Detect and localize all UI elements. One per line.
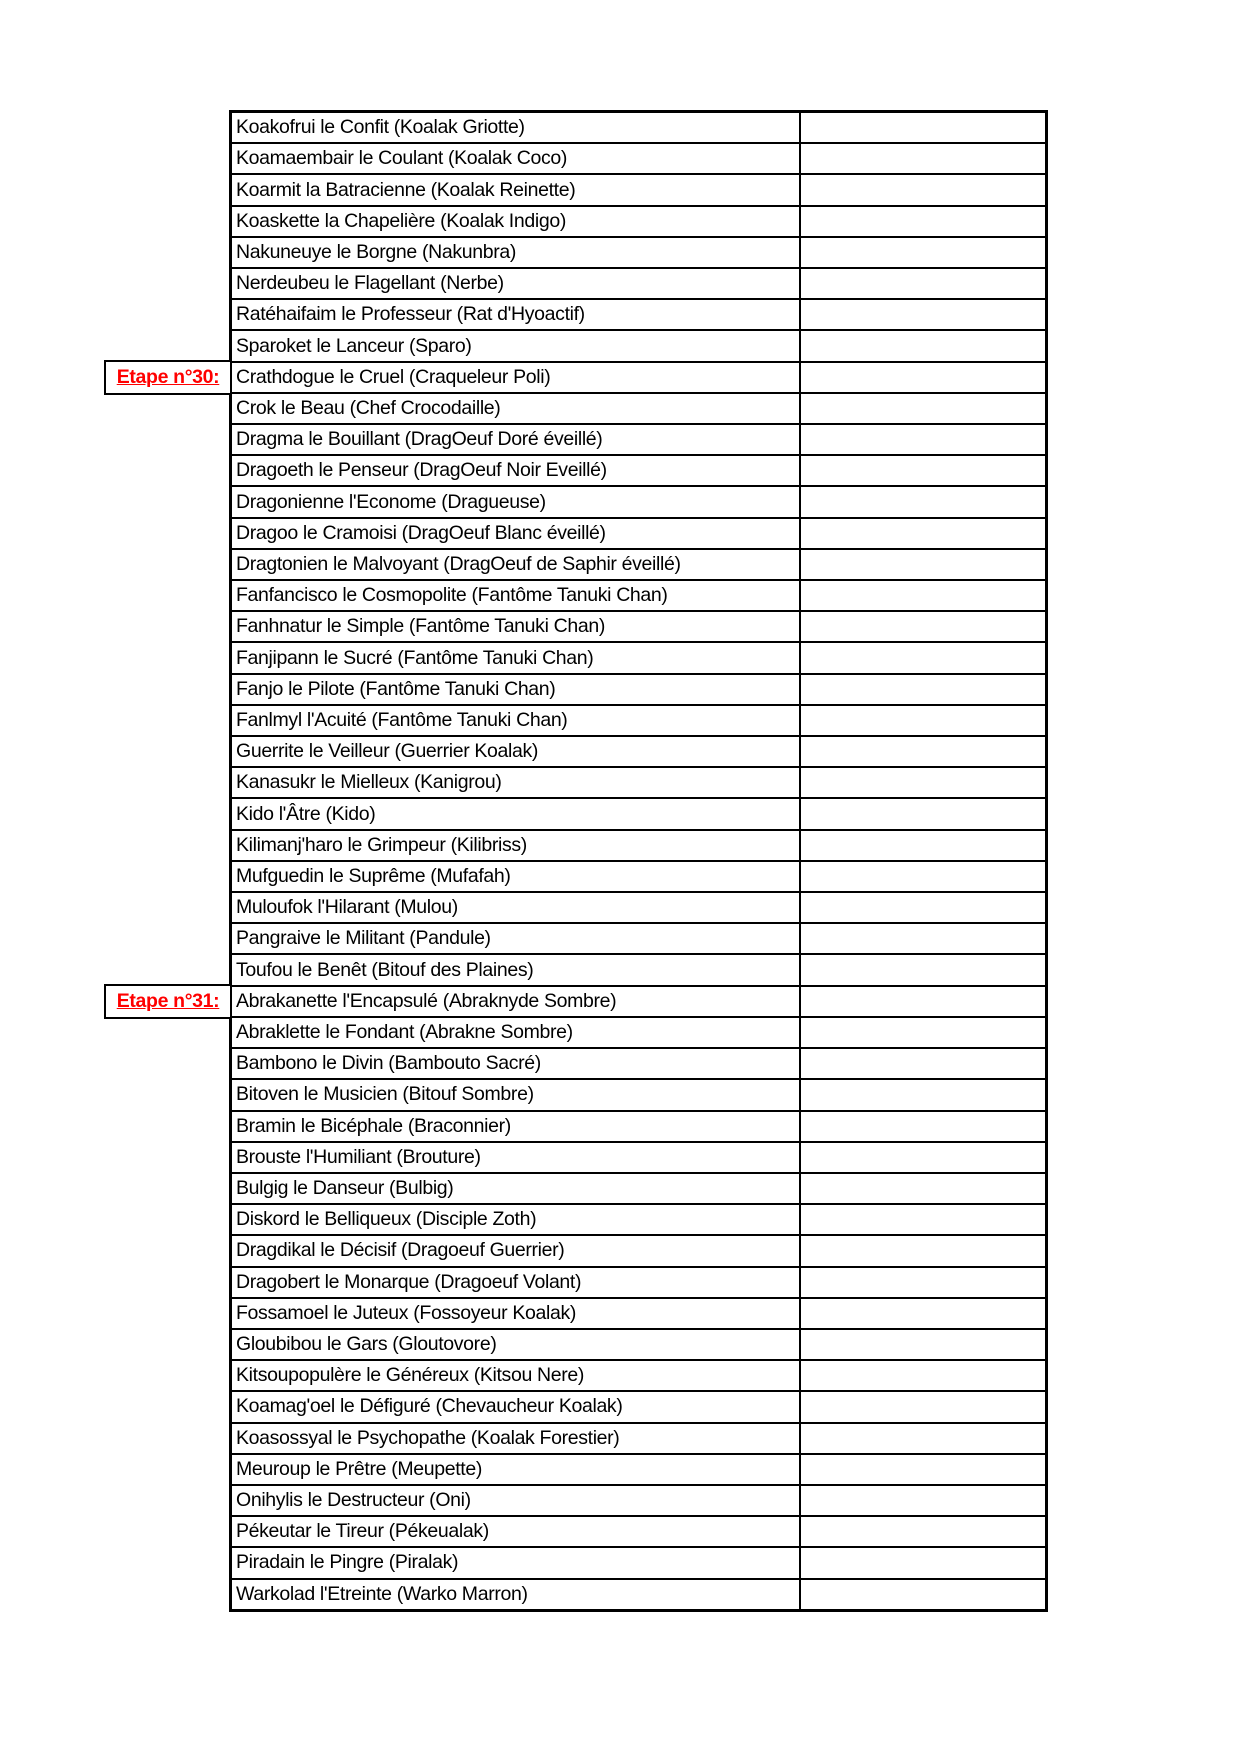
value-cell — [801, 1018, 1045, 1047]
value-cell — [801, 924, 1045, 953]
table-row — [232, 893, 1045, 924]
value-cell — [801, 1424, 1045, 1453]
table-row — [232, 799, 1045, 830]
value-cell — [801, 144, 1045, 173]
table-row — [232, 1236, 1045, 1267]
monster-name-cell: Crathdogue le Cruel (Craqueleur Poli) — [232, 363, 801, 392]
table-row — [232, 612, 1045, 643]
table-row — [232, 1080, 1045, 1111]
monster-name-cell: Fanfancisco le Cosmopolite (Fantôme Tanuki Chan) — [232, 581, 801, 610]
table-row — [232, 1548, 1045, 1579]
value-cell — [801, 1236, 1045, 1265]
monster-name-cell: Piradain le Pingre (Piralak) — [232, 1548, 801, 1577]
table-row — [232, 425, 1045, 456]
value-cell — [801, 1580, 1045, 1609]
value-cell — [801, 643, 1045, 672]
monster-name-cell: Pangraive le Militant (Pandule) — [232, 924, 801, 953]
monster-name-cell: Dragma le Bouillant (DragOeuf Doré éveillé) — [232, 425, 801, 454]
monster-name-cell: Fanjipann le Sucré (Fantôme Tanuki Chan) — [232, 643, 801, 672]
value-cell — [801, 862, 1045, 891]
table-row — [232, 924, 1045, 955]
table-row — [232, 1205, 1045, 1236]
value-cell — [801, 550, 1045, 579]
table-row — [232, 1268, 1045, 1299]
monster-name-cell: Nakuneuye le Borgne (Nakunbra) — [232, 238, 801, 267]
value-cell — [801, 238, 1045, 267]
monster-name-cell: Koamag'oel le Défiguré (Chevaucheur Koalak) — [232, 1392, 801, 1421]
monster-name-cell: Dragoo le Cramoisi (DragOeuf Blanc éveillé) — [232, 519, 801, 548]
table-row — [232, 862, 1045, 893]
value-cell — [801, 269, 1045, 298]
monster-name-cell: Dragonienne l'Econome (Dragueuse) — [232, 487, 801, 516]
value-cell — [801, 519, 1045, 548]
monster-name-cell: Kido l'Âtre (Kido) — [232, 799, 801, 828]
monster-name-cell: Warkolad l'Etreinte (Warko Marron) — [232, 1580, 801, 1609]
table-row — [232, 238, 1045, 269]
value-cell — [801, 955, 1045, 984]
monster-name-cell: Dragobert le Monarque (Dragoeuf Volant) — [232, 1268, 801, 1297]
table-row — [232, 300, 1045, 331]
monster-name-cell: Guerrite le Veilleur (Guerrier Koalak) — [232, 737, 801, 766]
table-row — [232, 768, 1045, 799]
value-cell — [801, 612, 1045, 641]
monster-name-cell: Bulgig le Danseur (Bulbig) — [232, 1174, 801, 1203]
monster-name-cell: Onihylis le Destructeur (Oni) — [232, 1486, 801, 1515]
monster-name-cell: Koamaembair le Coulant (Koalak Coco) — [232, 144, 801, 173]
table-row — [232, 737, 1045, 768]
value-cell — [801, 1268, 1045, 1297]
value-cell — [801, 675, 1045, 704]
value-cell — [801, 737, 1045, 766]
monster-name-cell: Fanhnatur le Simple (Fantôme Tanuki Chan) — [232, 612, 801, 641]
value-cell — [801, 394, 1045, 423]
monster-name-cell: Kanasukr le Mielleux (Kanigrou) — [232, 768, 801, 797]
table-row — [232, 456, 1045, 487]
table-row — [232, 487, 1045, 518]
value-cell — [801, 175, 1045, 204]
monster-name-cell: Bambono le Divin (Bambouto Sacré) — [232, 1049, 801, 1078]
table-row — [232, 550, 1045, 581]
table-row — [232, 1299, 1045, 1330]
table-row — [232, 394, 1045, 425]
monster-name-cell: Nerdeubeu le Flagellant (Nerbe) — [232, 269, 801, 298]
monster-name-cell: Koakofrui le Confit (Koalak Griotte) — [232, 113, 801, 142]
value-cell — [801, 1548, 1045, 1577]
value-cell — [801, 1392, 1045, 1421]
value-cell — [801, 799, 1045, 828]
table-row — [232, 1330, 1045, 1361]
monster-name-cell: Mufguedin le Suprême (Mufafah) — [232, 862, 801, 891]
monster-name-cell: Abraklette le Fondant (Abrakne Sombre) — [232, 1018, 801, 1047]
value-cell — [801, 1486, 1045, 1515]
table-row — [232, 706, 1045, 737]
table-row — [232, 643, 1045, 674]
value-cell — [801, 456, 1045, 485]
value-cell — [801, 1455, 1045, 1484]
monster-name-cell: Dragtonien le Malvoyant (DragOeuf de Saphir éveillé) — [232, 550, 801, 579]
monster-name-cell: Dragdikal le Décisif (Dragoeuf Guerrier) — [232, 1236, 801, 1265]
value-cell — [801, 363, 1045, 392]
monster-name-cell: Kilimanj'haro le Grimpeur (Kilibriss) — [232, 831, 801, 860]
table-row — [232, 1455, 1045, 1486]
monster-name-cell: Bitoven le Musicien (Bitouf Sombre) — [232, 1080, 801, 1109]
value-cell — [801, 893, 1045, 922]
value-cell — [801, 1080, 1045, 1109]
table-row — [232, 1392, 1045, 1423]
monster-table — [229, 110, 1048, 1612]
value-cell — [801, 1299, 1045, 1328]
table-row — [232, 1049, 1045, 1080]
table-row — [232, 1143, 1045, 1174]
table-row — [232, 144, 1045, 175]
table-row — [232, 1018, 1045, 1049]
value-cell — [801, 331, 1045, 360]
table-row — [232, 1486, 1045, 1517]
value-cell — [801, 987, 1045, 1016]
value-cell — [801, 1330, 1045, 1359]
value-cell — [801, 706, 1045, 735]
monster-name-cell: Brouste l'Humiliant (Brouture) — [232, 1143, 801, 1172]
value-cell — [801, 1517, 1045, 1546]
stage-label: Etape n°31: — [104, 984, 232, 1019]
table-row — [232, 1580, 1045, 1609]
table-row — [232, 331, 1045, 362]
value-cell — [801, 113, 1045, 142]
monster-name-cell: Meuroup le Prêtre (Meupette) — [232, 1455, 801, 1484]
value-cell — [801, 1112, 1045, 1141]
table-row — [232, 113, 1045, 144]
monster-name-cell: Abrakanette l'Encapsulé (Abraknyde Sombre) — [232, 987, 801, 1016]
monster-name-cell: Toufou le Benêt (Bitouf des Plaines) — [232, 955, 801, 984]
table-row — [232, 581, 1045, 612]
value-cell — [801, 300, 1045, 329]
table-row — [232, 675, 1045, 706]
monster-name-cell: Crok le Beau (Chef Crocodaille) — [232, 394, 801, 423]
value-cell — [801, 581, 1045, 610]
table-row — [232, 207, 1045, 238]
value-cell — [801, 1205, 1045, 1234]
table-row — [232, 519, 1045, 550]
table-row — [232, 1517, 1045, 1548]
table-row — [232, 1174, 1045, 1205]
monster-name-cell: Pékeutar le Tireur (Pékeualak) — [232, 1517, 801, 1546]
value-cell — [801, 487, 1045, 516]
value-cell — [801, 1049, 1045, 1078]
table-row — [232, 955, 1045, 986]
value-cell — [801, 1143, 1045, 1172]
table-row — [232, 987, 1045, 1018]
monster-name-cell: Fossamoel le Juteux (Fossoyeur Koalak) — [232, 1299, 801, 1328]
value-cell — [801, 768, 1045, 797]
monster-name-cell: Sparoket le Lanceur (Sparo) — [232, 331, 801, 360]
monster-name-cell: Kitsoupopulère le Généreux (Kitsou Nere) — [232, 1361, 801, 1390]
monster-name-cell: Muloufok l'Hilarant (Mulou) — [232, 893, 801, 922]
value-cell — [801, 1361, 1045, 1390]
value-cell — [801, 1174, 1045, 1203]
monster-name-cell: Fanjo le Pilote (Fantôme Tanuki Chan) — [232, 675, 801, 704]
value-cell — [801, 831, 1045, 860]
monster-name-cell: Bramin le Bicéphale (Braconnier) — [232, 1112, 801, 1141]
table-row — [232, 831, 1045, 862]
monster-name-cell: Ratéhaifaim le Professeur (Rat d'Hyoactif) — [232, 300, 801, 329]
value-cell — [801, 425, 1045, 454]
value-cell — [801, 207, 1045, 236]
table-row — [232, 1424, 1045, 1455]
monster-name-cell: Diskord le Belliqueux (Disciple Zoth) — [232, 1205, 801, 1234]
table-row — [232, 1361, 1045, 1392]
table-row — [232, 363, 1045, 394]
monster-name-cell: Fanlmyl l'Acuité (Fantôme Tanuki Chan) — [232, 706, 801, 735]
monster-name-cell: Koarmit la Batracienne (Koalak Reinette) — [232, 175, 801, 204]
monster-name-cell: Koasossyal le Psychopathe (Koalak Forestier) — [232, 1424, 801, 1453]
table-row — [232, 269, 1045, 300]
monster-name-cell: Gloubibou le Gars (Gloutovore) — [232, 1330, 801, 1359]
table-row — [232, 1112, 1045, 1143]
table-row — [232, 175, 1045, 206]
stage-label: Etape n°30: — [104, 360, 232, 395]
monster-name-cell: Dragoeth le Penseur (DragOeuf Noir Eveillé) — [232, 456, 801, 485]
monster-name-cell: Koaskette la Chapelière (Koalak Indigo) — [232, 207, 801, 236]
